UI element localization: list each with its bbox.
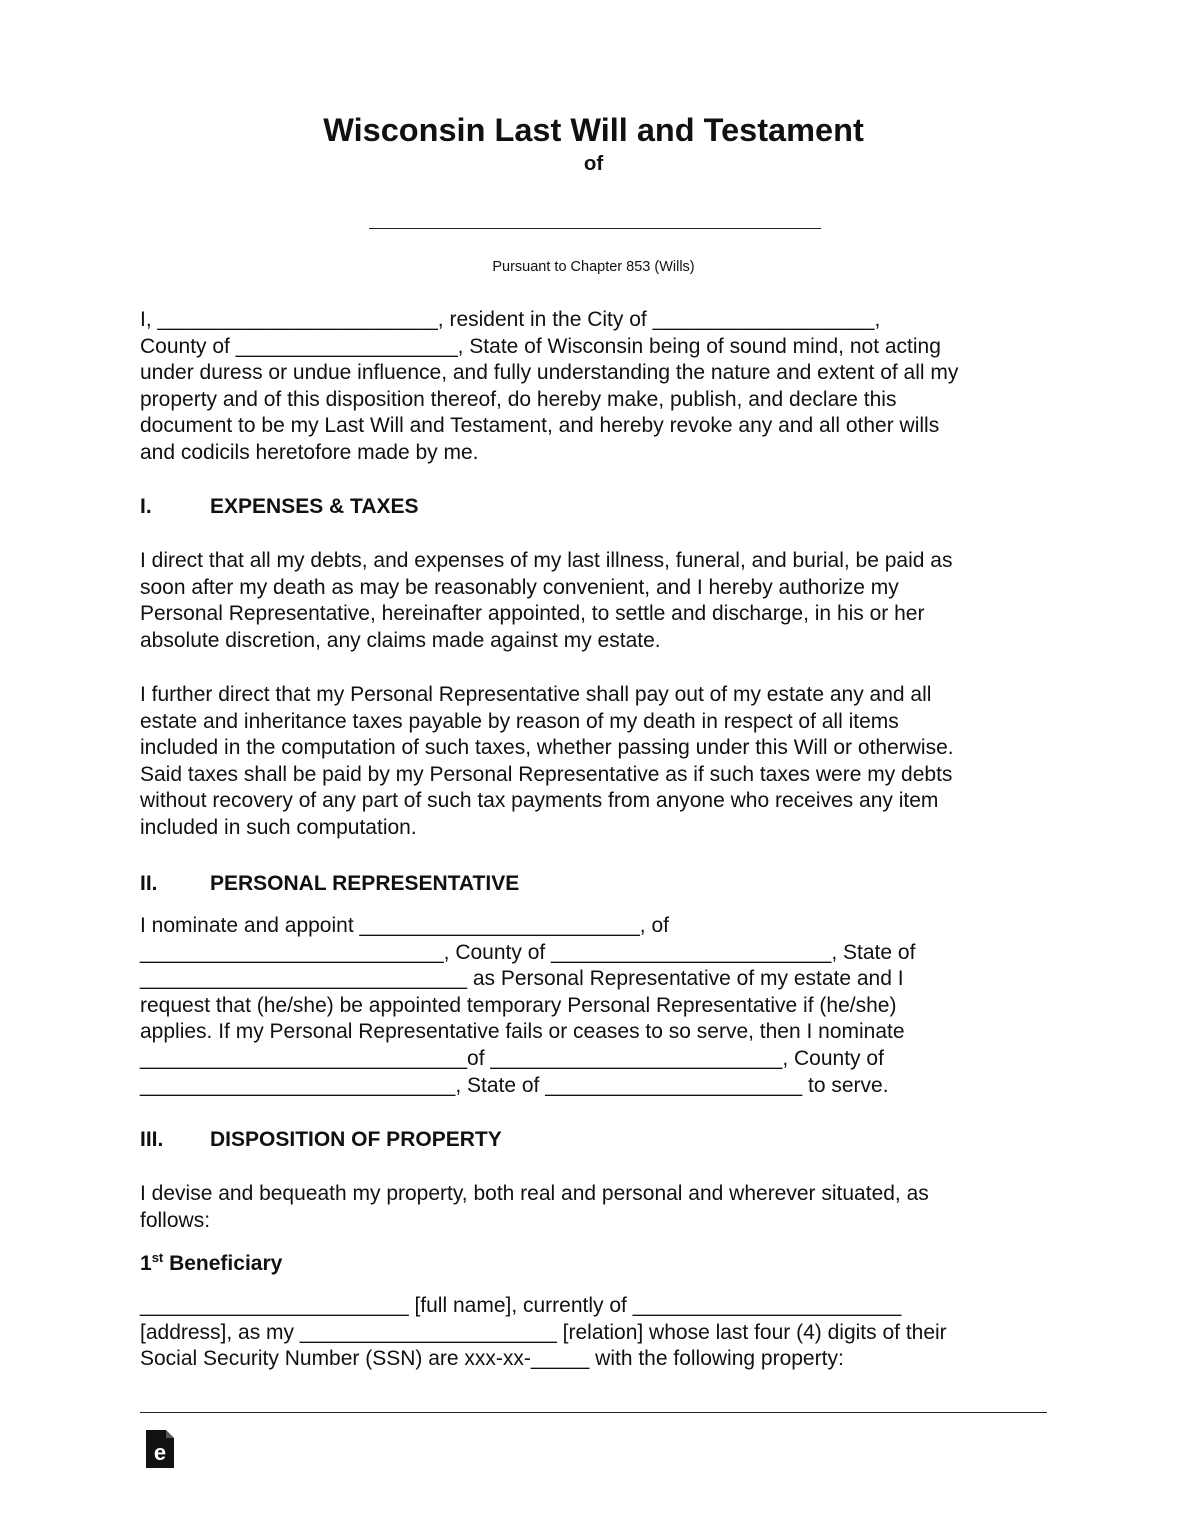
intro-line: under duress or undue influence, and fully understanding the nature and extent of all my <box>140 361 959 385</box>
paragraph-line: included in such computation. <box>140 815 417 839</box>
intro-line: I, ________________________, resident in the City of ___________________, <box>140 308 881 331</box>
paragraph-line: included in the computation of such taxes, whether passing under this Will or otherwise. <box>140 736 954 760</box>
intro-paragraph <box>140 307 1060 467</box>
personal-representative-paragraph <box>140 913 1060 1099</box>
paragraph-line: estate and inheritance taxes payable by reason of my death in respect of all items <box>140 709 899 733</box>
paragraph-line: _______________________ [full name], currently of _______________________ <box>140 1294 902 1317</box>
beneficiary-heading <box>140 1250 282 1276</box>
section-heading-expenses-taxes <box>140 495 419 519</box>
paragraph-line: Personal Representative, hereinafter appointed, to settle and discharge, in his or her <box>140 602 925 626</box>
paragraph-line: I further direct that my Personal Representative shall pay out of my estate any and all <box>140 683 932 706</box>
beneficiary-paragraph <box>140 1293 1060 1373</box>
intro-line: property and of this disposition thereof, do hereby make, publish, and declare this <box>140 387 897 411</box>
document-title: Wisconsin Last Will and Testament <box>323 112 864 148</box>
section-number: I. <box>140 495 152 518</box>
property-description-line[interactable] <box>140 1412 1047 1413</box>
beneficiary-label: Beneficiary <box>163 1252 283 1275</box>
taxes-paragraph <box>140 682 1060 842</box>
section-number: II. <box>140 872 158 895</box>
intro-line: and codicils heretofore made by me. <box>140 440 479 464</box>
document-subtitle-of: of <box>583 152 604 175</box>
expenses-paragraph <box>140 548 1060 654</box>
paragraph-line: ____________________________of _________________________, County of <box>140 1046 884 1070</box>
beneficiary-ordinal: 1 <box>140 1252 152 1275</box>
paragraph-line: __________________________, County of ________________________, State of <box>140 940 916 964</box>
svg-text:e: e <box>153 1440 167 1465</box>
paragraph-line: soon after my death as may be reasonably convenient, and I hereby authorize my <box>140 575 899 599</box>
paragraph-line: I nominate and appoint ________________________, of <box>140 914 669 937</box>
disposition-paragraph <box>140 1181 1060 1234</box>
pursuant-statute: Pursuant to Chapter 853 (Wills) <box>492 259 695 275</box>
paragraph-line: Said taxes shall be paid by my Personal Representative as if such taxes were my debts <box>140 762 953 786</box>
paragraph-line: without recovery of any part of such tax payments from anyone who receives any item <box>140 789 939 813</box>
paragraph-line: ____________________________ as Personal Representative of my estate and I <box>140 967 904 991</box>
testator-name-line[interactable] <box>369 228 821 229</box>
section-number: III. <box>140 1128 164 1151</box>
paragraph-line: Social Security Number (SSN) are xxx-xx-_____ with the following property: <box>140 1347 844 1371</box>
paragraph-line: I devise and bequeath my property, both real and personal and wherever situated, as <box>140 1182 929 1205</box>
paragraph-line: [address], as my ______________________ [relation] whose last four (4) digits of their <box>140 1320 947 1344</box>
section-title: EXPENSES & TAXES <box>210 495 419 518</box>
eforms-logo-icon <box>146 1430 174 1468</box>
section-heading-disposition-of-property <box>140 1128 502 1152</box>
paragraph-line: follows: <box>140 1208 211 1232</box>
intro-line: document to be my Last Will and Testament, and hereby revoke any and all other wills <box>140 414 940 438</box>
paragraph-line: ___________________________, State of ______________________ to serve. <box>140 1073 889 1097</box>
beneficiary-ordinal-suffix: st <box>151 1250 164 1265</box>
paragraph-line: request that (he/she) be appointed temporary Personal Representative if (he/she) <box>140 993 897 1017</box>
section-heading-personal-representative <box>140 872 519 896</box>
paragraph-line: absolute discretion, any claims made against my estate. <box>140 628 661 652</box>
section-title: DISPOSITION OF PROPERTY <box>210 1128 502 1151</box>
paragraph-line: applies. If my Personal Representative fails or ceases to so serve, then I nominate <box>140 1020 905 1044</box>
paragraph-line: I direct that all my debts, and expenses of my last illness, funeral, and burial, be paid as <box>140 549 953 572</box>
intro-line: County of ___________________, State of Wisconsin being of sound mind, not acting <box>140 334 941 358</box>
section-title: PERSONAL REPRESENTATIVE <box>210 872 520 895</box>
